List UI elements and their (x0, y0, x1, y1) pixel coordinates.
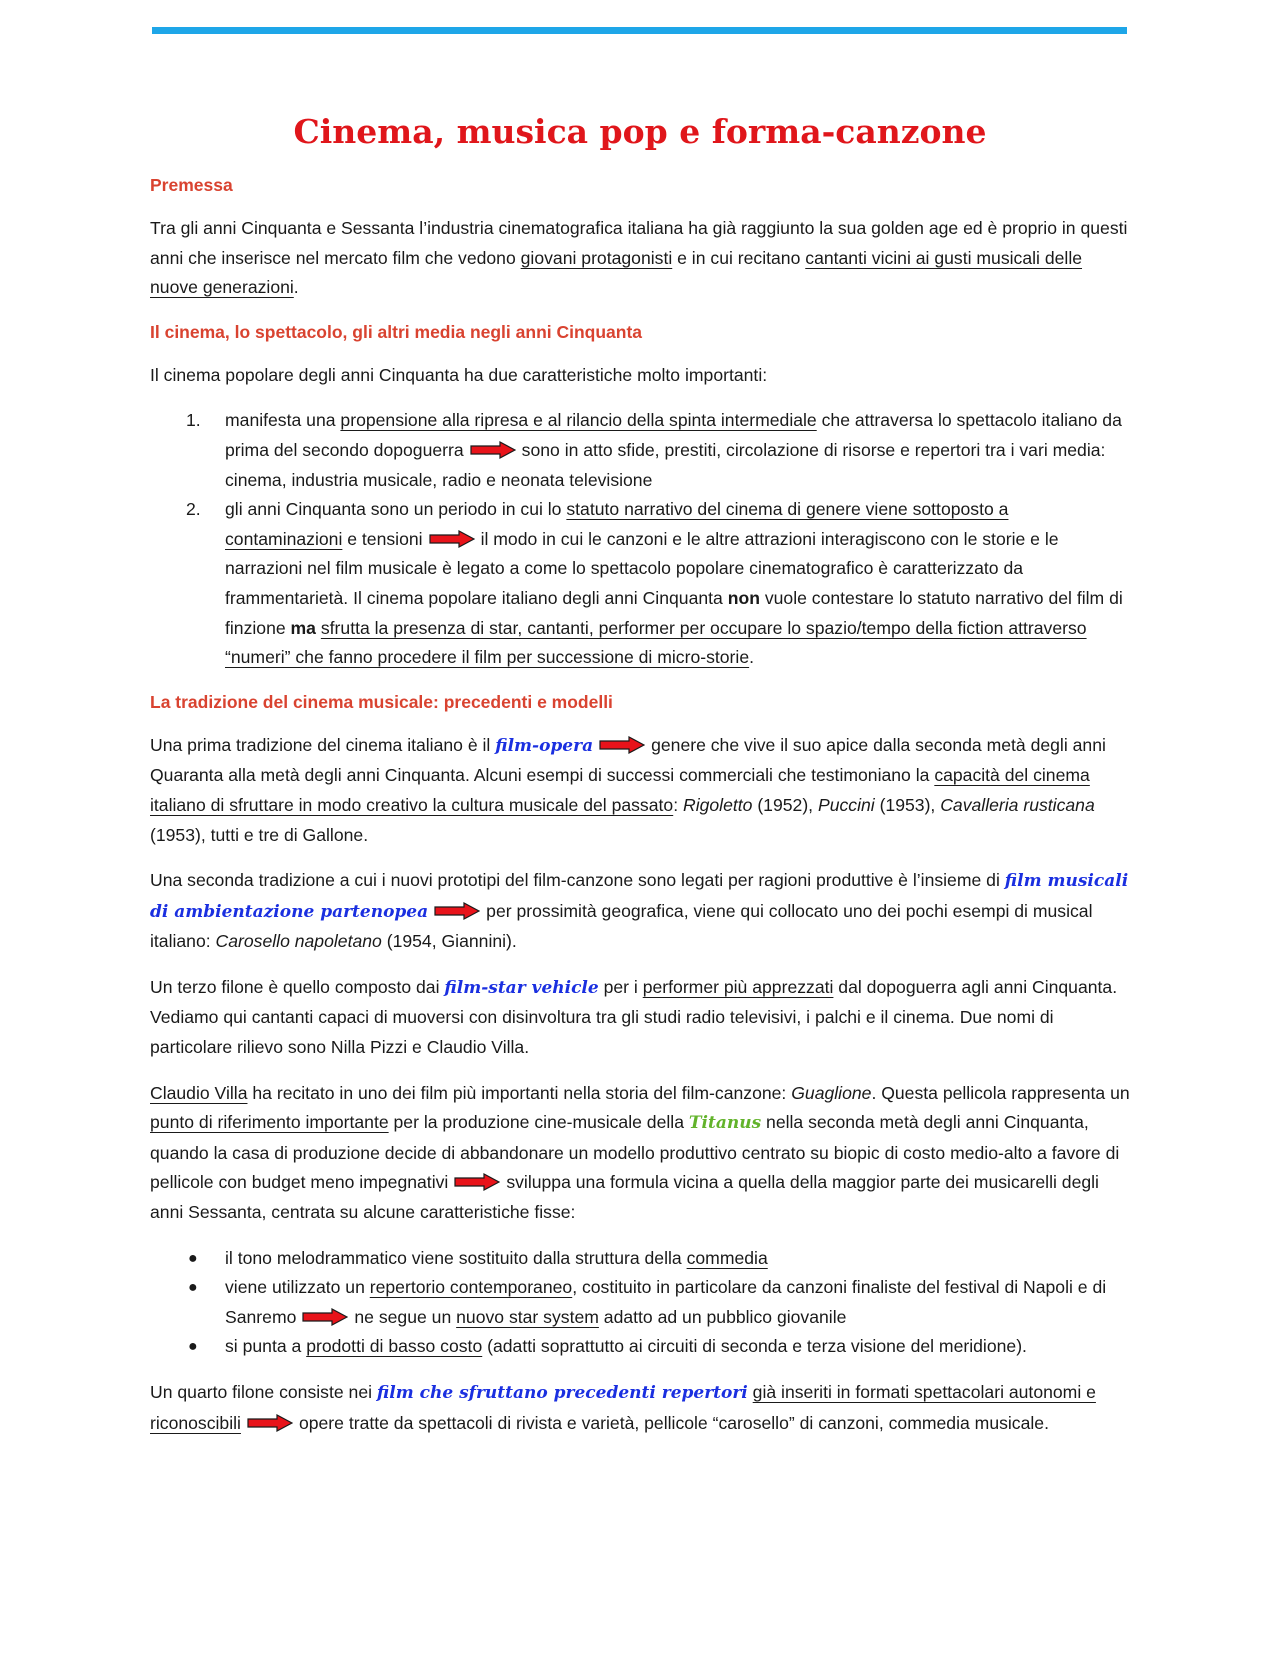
text: Una seconda tradizione a cui i nuovi prototipi del film-canzone sono legati per ragioni produttive è l’insieme di (150, 870, 1005, 891)
list-item (150, 1244, 1130, 1274)
bullet-icon: ● (188, 1338, 198, 1356)
underlined-text: repertorio contemporaneo (369, 1277, 573, 1298)
text: sviluppa una formula vicina a quella della maggior parte dei musicarelli degli anni Sessanta, centrata su alcune caratteristiche fisse: (150, 1172, 1099, 1223)
paragraph-quarto-filone (150, 1378, 1130, 1438)
italic-text: Cavalleria rusticana (940, 794, 1095, 815)
text: sono in atto sfide, prestiti, circolazione di risorse e repertori tra i vari media: cinema, industria musicale, radio e neonata televisione (225, 439, 1106, 490)
heading-premessa: Premessa (150, 175, 233, 195)
underlined-text: sfrutta la presenza di star, cantanti, performer per occupare lo spazio/tempo della fiction attraverso “numeri” che fanno procedere il film per successione di micro-storie (225, 617, 1087, 668)
document-page (150, 104, 1130, 1454)
text: Un quarto filone consiste nei (150, 1382, 377, 1402)
red-arrow-icon (247, 1414, 293, 1432)
underlined-text: nuovo star system (456, 1306, 599, 1327)
red-arrow-icon (434, 902, 480, 920)
bold-text: non (727, 587, 760, 608)
text: il tono melodrammatico viene sostituito dalla struttura della (225, 1247, 687, 1268)
underlined-text: punto di riferimento importante (150, 1112, 389, 1133)
text: (1953), (874, 794, 941, 815)
text: e tensioni (342, 528, 423, 549)
text: Un terzo filone è quello composto dai (150, 976, 445, 997)
paragraph-film-opera (150, 731, 1130, 850)
red-arrow-icon (429, 530, 475, 548)
italic-text: Puccini (817, 794, 875, 815)
text: il modo in cui le canzoni e le altre attrazioni interagiscono con le storie e le narrazioni nel film musicale è legato a come lo spettacolo popolare cinematografico è caratterizzato da frammentarietà. Il cinema popolare italiano degli anni Cinquanta (225, 528, 1059, 608)
list-item (150, 495, 1130, 673)
highlight-film-partenopea: film musicali di ambientazione partenopea (150, 871, 1129, 922)
text: : (673, 794, 683, 815)
text: ne segue un (354, 1306, 457, 1327)
underlined-text: già inseriti in formati spettacolari autonomi e riconoscibili (150, 1382, 1096, 1433)
highlight-titanus: Titanus (688, 1113, 762, 1134)
red-arrow-icon (454, 1173, 500, 1191)
paragraph-premessa (150, 214, 1130, 303)
paragraph-intro: Il cinema popolare degli anni Cinquanta ha due caratteristiche molto importanti: (150, 364, 768, 385)
text: opere tratte da spettacoli di rivista e varietà, pellicole “carosello” di canzoni, commedia musicale. (298, 1412, 1049, 1433)
red-arrow-icon (302, 1308, 348, 1326)
italic-text: Guaglione (791, 1082, 872, 1103)
heading-cinema-anni-cinquanta: Il cinema, lo spettacolo, gli altri media negli anni Cinquanta (150, 321, 643, 342)
highlight-film-star-vehicle: film-star vehicle (444, 977, 599, 998)
text: vuole contestare lo statuto narrativo del film di finzione (225, 587, 1123, 638)
underlined-text: statuto narrativo del cinema di genere viene sottoposto a contaminazioni (225, 499, 1009, 549)
underlined-text: cantanti vicini ai gusti musicali delle nuove generazioni (150, 247, 1083, 298)
text: nella seconda metà degli anni Cinquanta, quando la casa di produzione decide di abbandonare un modello produttivo centrato su biopic di costo medio-alto a favore di pellicole con budget meno impegnativi (150, 1112, 1120, 1193)
text: che attraversa lo spettacolo italiano da prima del secondo dopoguerra (225, 410, 1122, 460)
text: Tra gli anni Cinquanta e Sessanta l’industria cinematografica italiana ha già raggiunto la sua golden age ed è proprio in questi anni che inserisce nel mercato film che vedono (150, 218, 1128, 268)
underlined-text: Claudio Villa (150, 1082, 248, 1103)
text: adatto ad un pubblico giovanile (598, 1306, 847, 1327)
italic-text: Carosello napoletano (215, 931, 382, 952)
list-number: 1. (186, 410, 201, 431)
text: per prossimità geografica, viene qui collocato uno dei pochi esempi di musical italiano: (150, 900, 1093, 952)
underlined-text: propensione alla ripresa e al rilancio della spinta intermediale (340, 410, 817, 431)
underlined-text: prodotti di basso costo (306, 1336, 483, 1357)
text: . (293, 277, 299, 298)
list-item (150, 1332, 1130, 1362)
text: ha recitato in uno dei film più importanti nella storia del film-canzone: (247, 1082, 792, 1103)
text: (1952), (752, 794, 818, 815)
bullet-list (150, 1244, 1130, 1362)
text: manifesta una (225, 410, 341, 431)
underlined-text: performer più apprezzati (642, 976, 834, 997)
text: Una prima tradizione del cinema italiano è il (150, 734, 496, 755)
paragraph-claudio-villa (150, 1079, 1130, 1228)
underlined-text: commedia (686, 1247, 768, 1268)
text: , costituito in particolare da canzoni finaliste del festival di Napoli e di Sanremo (225, 1277, 1107, 1327)
red-arrow-icon (470, 441, 516, 459)
text: (adatti soprattutto ai circuiti di seconda e terza visione del meridione). (482, 1336, 1027, 1357)
italic-text: Rigoletto (682, 794, 753, 815)
heading-tradizione: La tradizione del cinema musicale: precedenti e modelli (150, 691, 613, 712)
highlight-film-repertori: film che sfruttano precedenti repertori (376, 1383, 748, 1403)
text: . Questa pellicola rappresenta un (871, 1082, 1130, 1103)
text: . (749, 647, 755, 668)
paragraph-star-vehicle (150, 973, 1130, 1063)
bold-text: ma (290, 617, 316, 638)
text: per la produzione cine-musicale della (388, 1112, 689, 1133)
bullet-icon: ● (188, 1279, 198, 1297)
text: dal dopoguerra agli anni Cinquanta. Vediamo qui cantanti capaci di muoversi con disinvoltura tra gli studi radio televisivi, i palchi e il cinema. Due nomi di particolare rilievo sono Nilla Pizzi e Claudio Villa. (150, 976, 1118, 1058)
paragraph-partenopea (150, 866, 1130, 957)
list-number: 2. (186, 499, 201, 520)
underlined-text: giovani protagonisti (520, 247, 673, 268)
list-item (150, 406, 1130, 495)
text: viene utilizzato un (225, 1277, 370, 1298)
text: e in cui recitano (672, 247, 806, 268)
text: (1953), tutti e tre di Gallone. (150, 824, 369, 845)
red-arrow-icon (599, 736, 645, 754)
text: (1954, Giannini). (381, 931, 517, 952)
bullet-icon: ● (188, 1249, 198, 1267)
list-item (150, 1273, 1130, 1332)
text: gli anni Cinquanta sono un periodo in cui lo (225, 499, 567, 520)
text: si punta a (225, 1336, 307, 1357)
highlight-film-opera: film-opera (495, 735, 594, 756)
numbered-list (150, 406, 1130, 672)
top-accent-bar (152, 27, 1127, 34)
underlined-text: capacità del cinema italiano di sfruttare in modo creativo la cultura musicale del passato (150, 765, 1090, 815)
text: per i (598, 976, 643, 997)
text: genere che vive il suo apice dalla seconda metà degli anni Quaranta alla metà degli anni Cinquanta. Alcuni esempi di successi commerciali che testimoniano la (150, 734, 1106, 786)
page-title: Cinema, musica pop e forma-canzone (293, 112, 987, 151)
